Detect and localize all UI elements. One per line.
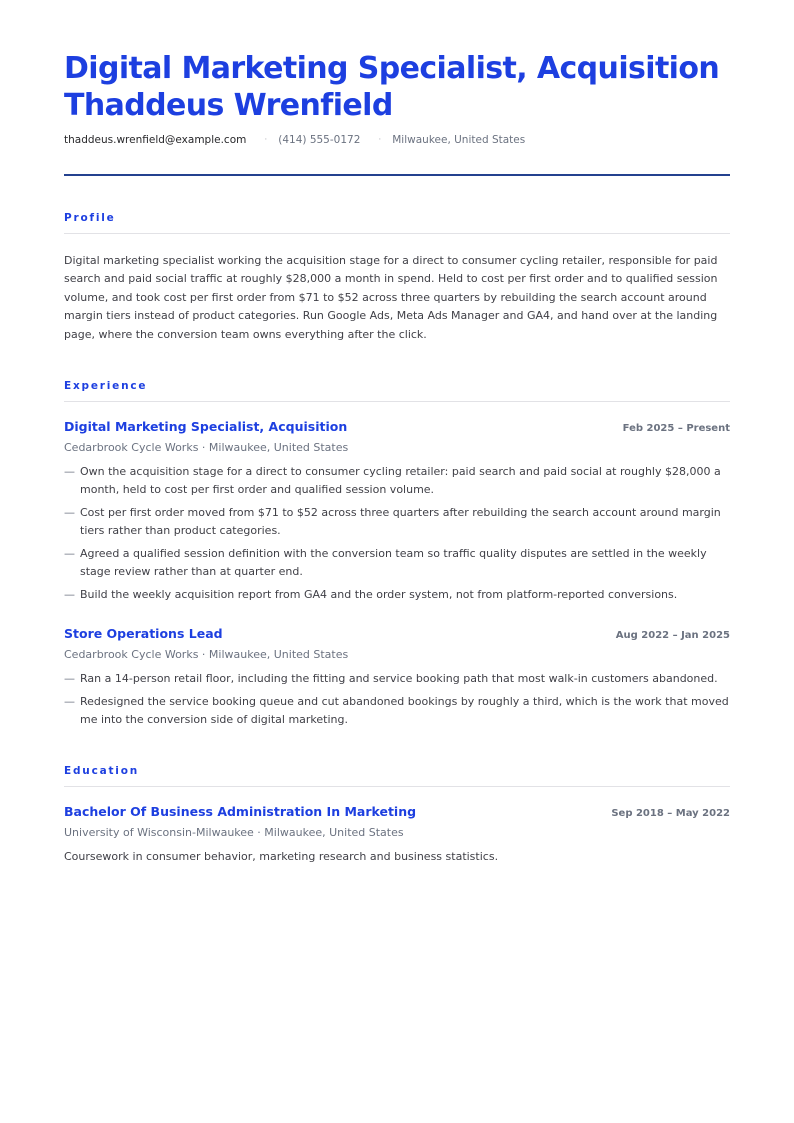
education-section [64,765,730,866]
section-divider [64,233,730,234]
education-dates: Sep 2018 – May 2022 [611,808,730,820]
resume-page [64,50,730,866]
entry-header [64,804,730,819]
header-divider [64,174,730,176]
contact-separator: · [378,135,382,145]
job-company: Cedarbrook Cycle Works · Milwaukee, United States [64,441,349,455]
education-description: Coursework in consumer behavior, marketing research and business statistics. [64,850,499,864]
bullet-text: Agreed a qualified session definition with the conversion team so traffic quality disputes are settled in the weekly stage review rather than at quarter end. [80,547,707,579]
list-item [64,545,730,581]
bullet-text: Ran a 14-person retail floor, including the fitting and service booking path that most walk-in customers abandoned. [80,672,718,686]
list-item [64,463,730,499]
education-entry [64,804,730,866]
experience-entry [64,419,730,604]
phone-text: (414) 555-0172 [278,134,361,146]
contact-line [64,134,730,146]
section-divider [64,786,730,787]
section-divider [64,401,730,402]
job-bullets [64,463,730,604]
education-heading: Education [64,765,139,778]
bullet-text: Redesigned the service booking queue and cut abandoned bookings by roughly a third, which is the work that moved me into the conversion side of digital marketing. [80,695,729,727]
job-title: Store Operations Lead [64,626,223,642]
name-heading: Thaddeus Wrenfield [64,88,393,123]
degree-title: Bachelor Of Business Administration In Marketing [64,804,417,820]
dash-marker: — [64,672,75,686]
experience-heading: Experience [64,380,148,393]
profile-section [64,212,730,344]
list-item [64,586,730,604]
job-dates: Aug 2022 – Jan 2025 [615,630,730,642]
contact-separator: · [264,135,268,145]
job-title-heading: Digital Marketing Specialist, Acquisition [64,51,720,86]
list-item [64,693,730,729]
job-dates: Feb 2025 – Present [622,423,730,435]
resume-title [64,50,730,124]
entry-header [64,419,730,434]
dash-marker: — [64,695,75,709]
dash-marker: — [64,588,75,602]
job-company: Cedarbrook Cycle Works · Milwaukee, United States [64,648,349,662]
dash-marker: — [64,547,75,561]
job-title: Digital Marketing Specialist, Acquisition [64,419,348,435]
experience-entry [64,626,730,729]
school-name: University of Wisconsin-Milwaukee · Milwaukee, United States [64,826,404,840]
email-link[interactable]: thaddeus.wrenfield@example.com [64,134,247,146]
bullet-text: Build the weekly acquisition report from GA4 and the order system, not from platform-reported conversions. [80,588,678,602]
experience-section [64,380,730,729]
list-item [64,504,730,540]
bullet-text: Own the acquisition stage for a direct to consumer cycling retailer: paid search and paid social at roughly $28,000 a month, held to cost per first order and qualified session volume. [80,465,721,497]
profile-heading: Profile [64,212,116,224]
job-bullets [64,670,730,729]
bullet-text: Cost per first order moved from $71 to $52 across three quarters after rebuilding the search account around margin tiers rather than product categories. [80,506,721,538]
location-text: Milwaukee, United States [392,134,526,146]
list-item [64,670,730,688]
entry-header [64,626,730,641]
profile-text: Digital marketing specialist working the acquisition stage for a direct to consumer cycling retailer, responsible for paid search and paid social traffic at roughly $28,000 a month in spend. Held to cost per first order and to qualified session volume, and took cost per first order from $71 to $52 across three quarters by rebuilding the search account around margin tiers instead of product categories. Run Google Ads, Meta Ads Manager and GA4, and hand over at the landing page, where the conversion team owns everything after the click. [64,254,718,341]
dash-marker: — [64,506,75,520]
dash-marker: — [64,465,75,479]
